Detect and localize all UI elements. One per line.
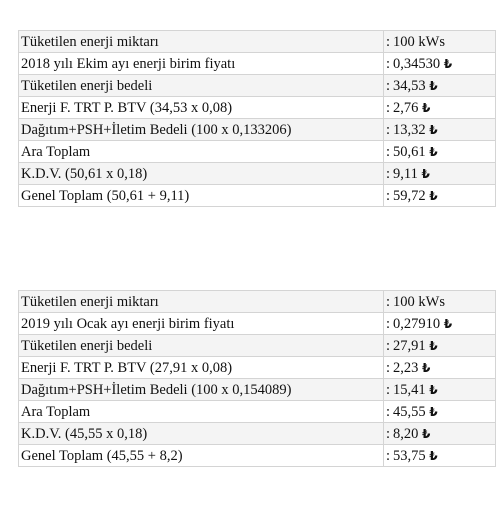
- table-row: [19, 335, 496, 357]
- separator-colon: :: [386, 99, 391, 116]
- row-value: 8,20: [393, 425, 419, 442]
- row-label: Enerji F. TRT P. BTV (27,91 x 0,08): [19, 357, 384, 379]
- row-value-cell: [384, 291, 496, 313]
- row-value: 100 kWs: [393, 293, 445, 310]
- row-value-cell: [384, 445, 496, 467]
- lira-currency-icon: ₺: [429, 122, 438, 137]
- table-row: [19, 357, 496, 379]
- row-value: 13,32: [393, 121, 426, 138]
- bill-table-2018-october: [18, 30, 496, 207]
- row-value: 53,75: [393, 447, 426, 464]
- table-row: [19, 291, 496, 313]
- lira-currency-icon: ₺: [421, 166, 430, 181]
- table-row: [19, 185, 496, 207]
- row-value-cell: [384, 75, 496, 97]
- row-value-cell: [384, 53, 496, 75]
- lira-currency-icon: ₺: [429, 78, 438, 93]
- row-value-cell: [384, 31, 496, 53]
- row-label: Enerji F. TRT P. BTV (34,53 x 0,08): [19, 97, 384, 119]
- row-value-cell: [384, 401, 496, 423]
- separator-colon: :: [386, 337, 391, 354]
- separator-colon: :: [386, 165, 391, 182]
- row-label: Tüketilen enerji bedeli: [19, 335, 384, 357]
- table-row: [19, 313, 496, 335]
- lira-currency-icon: ₺: [429, 382, 438, 397]
- lira-currency-icon: ₺: [429, 188, 438, 203]
- row-label: Genel Toplam (50,61 + 9,11): [19, 185, 384, 207]
- lira-currency-icon: ₺: [422, 100, 431, 115]
- row-label: Ara Toplam: [19, 141, 384, 163]
- table-row: [19, 119, 496, 141]
- separator-colon: :: [386, 447, 391, 464]
- separator-colon: :: [386, 187, 391, 204]
- lira-currency-icon: ₺: [429, 144, 438, 159]
- table-row: [19, 401, 496, 423]
- table-row: [19, 423, 496, 445]
- lira-currency-icon: ₺: [443, 316, 453, 331]
- row-label: 2018 yılı Ekim ayı enerji birim fiyatı: [19, 53, 384, 75]
- row-value-cell: [384, 185, 496, 207]
- row-label: K.D.V. (45,55 x 0,18): [19, 423, 384, 445]
- row-value: 0,27910: [393, 315, 441, 332]
- row-value: 59,72: [393, 187, 426, 204]
- lira-currency-icon: ₺: [422, 360, 431, 375]
- row-label: Tüketilen enerji miktarı: [19, 291, 384, 313]
- row-value: 2,23: [393, 359, 419, 376]
- row-value-cell: [384, 313, 496, 335]
- row-value-cell: [384, 379, 496, 401]
- bill-table-2019-january: [18, 290, 496, 467]
- table-row: [19, 141, 496, 163]
- table-row: [19, 97, 496, 119]
- row-value: 15,41: [393, 381, 426, 398]
- separator-colon: :: [386, 315, 391, 332]
- row-value: 100 kWs: [393, 33, 445, 50]
- lira-currency-icon: ₺: [443, 56, 453, 71]
- separator-colon: :: [386, 403, 391, 420]
- table-row: [19, 53, 496, 75]
- row-label: Dağıtım+PSH+İletim Bedeli (100 x 0,154089): [19, 379, 384, 401]
- row-value-cell: [384, 357, 496, 379]
- row-value-cell: [384, 423, 496, 445]
- lira-currency-icon: ₺: [422, 426, 431, 441]
- row-value-cell: [384, 97, 496, 119]
- separator-colon: :: [386, 381, 391, 398]
- table-row: [19, 163, 496, 185]
- lira-currency-icon: ₺: [429, 448, 438, 463]
- bill-table-body: [19, 31, 496, 207]
- row-value: 0,34530: [393, 55, 441, 72]
- separator-colon: :: [386, 33, 391, 50]
- table-row: [19, 445, 496, 467]
- row-label: Tüketilen enerji miktarı: [19, 31, 384, 53]
- separator-colon: :: [386, 293, 391, 310]
- table-row: [19, 75, 496, 97]
- row-value-cell: [384, 141, 496, 163]
- row-value: 9,11: [393, 165, 418, 182]
- lira-currency-icon: ₺: [429, 404, 438, 419]
- row-label: Dağıtım+PSH+İletim Bedeli (100 x 0,133206): [19, 119, 384, 141]
- table-row: [19, 379, 496, 401]
- row-value: 2,76: [393, 99, 419, 116]
- separator-colon: :: [386, 121, 391, 138]
- table-row: [19, 31, 496, 53]
- row-value: 34,53: [393, 77, 426, 94]
- row-label: Genel Toplam (45,55 + 8,2): [19, 445, 384, 467]
- row-value: 45,55: [393, 403, 426, 420]
- separator-colon: :: [386, 425, 391, 442]
- row-label: 2019 yılı Ocak ayı enerji birim fiyatı: [19, 313, 384, 335]
- row-label: Ara Toplam: [19, 401, 384, 423]
- separator-colon: :: [386, 143, 391, 160]
- row-value-cell: [384, 163, 496, 185]
- bill-table-body: [19, 291, 496, 467]
- row-label: Tüketilen enerji bedeli: [19, 75, 384, 97]
- separator-colon: :: [386, 77, 391, 94]
- row-value-cell: [384, 335, 496, 357]
- row-value: 27,91: [393, 337, 426, 354]
- row-value-cell: [384, 119, 496, 141]
- separator-colon: :: [386, 359, 391, 376]
- row-label: K.D.V. (50,61 x 0,18): [19, 163, 384, 185]
- lira-currency-icon: ₺: [429, 338, 438, 353]
- row-value: 50,61: [393, 143, 426, 160]
- separator-colon: :: [386, 55, 391, 72]
